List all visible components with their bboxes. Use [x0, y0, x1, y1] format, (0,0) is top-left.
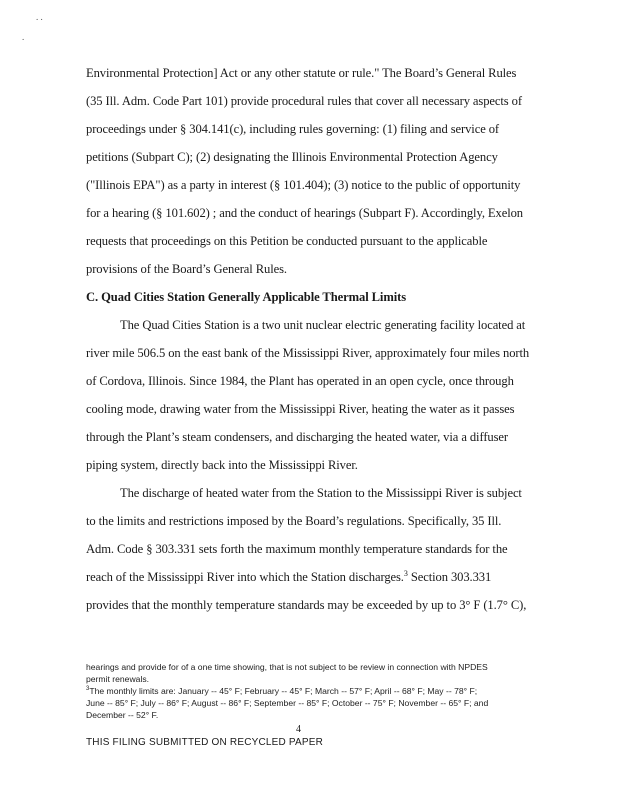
- footnote-3-line: [86, 686, 477, 696]
- body-line: ("Illinois EPA") as a party in interest (§ 101.404); (3) notice to the public of opportunity: [86, 178, 521, 192]
- recycled-paper-footer: THIS FILING SUBMITTED ON RECYCLED PAPER: [86, 737, 324, 748]
- section-heading: C. Quad Cities Station Generally Applicable Thermal Limits: [86, 290, 407, 304]
- body-line: requests that proceedings on this Petition be conducted pursuant to the applicable: [86, 234, 488, 248]
- footnote-line: June -- 85° F; July -- 86° F; August -- 86° F; September -- 85° F; October -- 75° F; November -- 65° F; and: [86, 698, 489, 708]
- body-line: Environmental Protection] Act or any other statute or rule." The Board’s General Rules: [86, 66, 517, 80]
- footnote-text: The monthly limits are: January -- 45° F; February -- 45° F; March -- 57° F; April -- 68° F; May -- 78° F;: [89, 686, 478, 696]
- body-line: piping system, directly back into the Mississippi River.: [86, 458, 358, 472]
- body-line: The discharge of heated water from the Station to the Mississippi River is subject: [120, 486, 522, 500]
- body-line: (35 Ill. Adm. Code Part 101) provide procedural rules that cover all necessary aspects of: [86, 94, 522, 108]
- body-line: The Quad Cities Station is a two unit nuclear electric generating facility located at: [120, 318, 526, 332]
- body-text: reach of the Mississippi River into which the Station discharges.: [86, 570, 404, 584]
- body-line: provides that the monthly temperature standards may be exceeded by up to 3° F (1.7° C),: [86, 598, 527, 612]
- scan-mark-left: .: [22, 32, 25, 42]
- body-line: Adm. Code § 303.331 sets forth the maximum monthly temperature standards for the: [86, 542, 508, 556]
- scan-mark-top: . .: [36, 12, 43, 22]
- body-line: to the limits and restrictions imposed by the Board’s regulations. Specifically, 35 Ill.: [86, 514, 502, 528]
- body-line: river mile 506.5 on the east bank of the Mississippi River, approximately four miles north: [86, 346, 530, 360]
- footnote-line: December -- 52° F.: [86, 710, 159, 720]
- body-line: petitions (Subpart C); (2) designating the Illinois Environmental Protection Agency: [86, 150, 498, 164]
- page-number: 4: [296, 724, 301, 735]
- body-line: of Cordova, Illinois. Since 1984, the Plant has operated in an open cycle, once through: [86, 374, 514, 388]
- footnote-line: hearings and provide for of a one time showing, that is not subject to be review in connection with NPDES: [86, 662, 488, 672]
- footnote-ref[interactable]: 3: [403, 568, 408, 578]
- footnote-line: permit renewals.: [86, 674, 150, 684]
- footnote-mark: 3: [86, 686, 90, 693]
- body-text: Section 303.331: [407, 570, 492, 584]
- body-line: proceedings under § 304.141(c), including rules governing: (1) filing and service of: [86, 122, 500, 136]
- body-line: provisions of the Board’s General Rules.: [86, 262, 287, 276]
- body-line: cooling mode, drawing water from the Mississippi River, heating the water as it passes: [86, 402, 515, 416]
- body-line: for a hearing (§ 101.602) ; and the conduct of hearings (Subpart F). Accordingly, Exelon: [86, 206, 523, 220]
- body-line-with-footnote-ref: [86, 570, 491, 585]
- body-line: through the Plant’s steam condensers, and discharging the heated water, via a diffuser: [86, 430, 508, 444]
